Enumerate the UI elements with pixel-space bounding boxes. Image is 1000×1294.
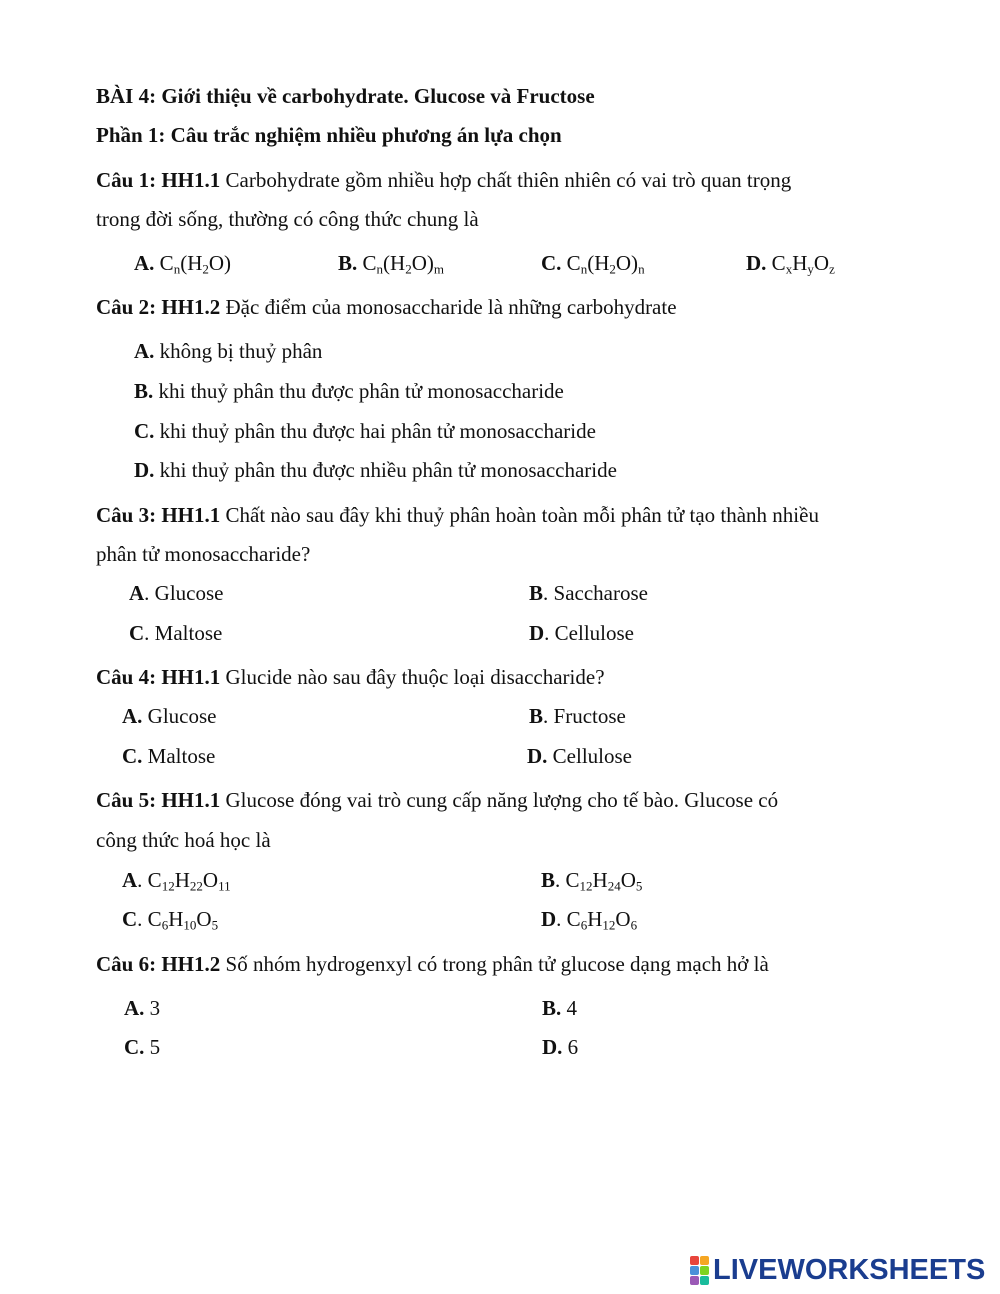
q4-option-d[interactable] <box>527 744 632 768</box>
option-text: khi thuỷ phân thu được hai phân tử monosaccharide <box>159 419 596 443</box>
option-label: A. <box>124 996 145 1020</box>
question-label: Câu 4: HH1.1 <box>96 665 221 689</box>
question-label: Câu 1: HH1.1 <box>96 168 221 192</box>
q1-option-b[interactable]: B. $C_n(H_2O)_m$ <box>338 251 445 277</box>
q6-option-c[interactable] <box>124 1035 160 1059</box>
option-label: C. <box>122 744 143 768</box>
option-label: D. <box>527 744 548 768</box>
q2-option-b[interactable] <box>134 379 564 403</box>
option-label: C. <box>541 251 562 275</box>
liveworksheets-logo[interactable] <box>690 1253 985 1287</box>
question-6 <box>96 952 769 976</box>
option-text: . Maltose <box>144 621 223 645</box>
q5-option-b[interactable]: B. $C_{12}H_{24}O_5$ <box>541 868 643 894</box>
option-label: C <box>129 621 145 645</box>
q4-option-a[interactable] <box>122 704 217 728</box>
q5-option-c[interactable]: C. $C_6H_{10}O_5$ <box>122 907 219 933</box>
option-label: D. <box>542 1035 563 1059</box>
q4-option-c[interactable] <box>122 744 215 768</box>
option-label: D <box>541 907 557 931</box>
option-label: B. <box>338 251 358 275</box>
q4-option-b[interactable] <box>529 704 626 728</box>
q3-option-a[interactable] <box>129 581 224 605</box>
q2-option-a[interactable] <box>134 339 322 363</box>
option-text: . Glucose <box>144 581 224 605</box>
option-text: không bị thuỷ phân <box>159 339 323 363</box>
section-title: Phần 1: Câu trắc nghiệm nhiều phương án lựa chọn <box>96 123 562 147</box>
question-text: Carbohydrate gồm nhiều hợp chất thiên nhiên có vai trò quan trọng <box>225 168 792 192</box>
option-label: A. <box>122 704 143 728</box>
q1-option-c[interactable]: C. $C_n(H_2O)_n$ <box>541 251 645 277</box>
question-2 <box>96 295 677 319</box>
option-label: B <box>529 581 544 605</box>
option-label: C. <box>134 419 155 443</box>
q6-option-a[interactable] <box>124 996 160 1020</box>
q6-option-b[interactable] <box>542 996 577 1020</box>
q3-option-c[interactable] <box>129 621 222 645</box>
option-text: . Saccharose <box>543 581 648 605</box>
question-3-cont: phân tử monosaccharide? <box>96 542 311 566</box>
option-label: A <box>129 581 145 605</box>
logo-mark-icon <box>690 1256 709 1285</box>
question-text: Glucose đóng vai trò cung cấp năng lượng cho tế bào. Glucose có <box>225 788 779 812</box>
q2-option-d[interactable] <box>134 458 617 482</box>
option-text: Cellulose <box>552 744 632 768</box>
option-text: 3 <box>149 996 161 1020</box>
q6-option-d[interactable] <box>542 1035 578 1059</box>
q3-option-d[interactable] <box>529 621 634 645</box>
question-4 <box>96 665 605 689</box>
question-text: Chất nào sau đây khi thuỷ phân hoàn toàn mỗi phân tử tạo thành nhiều <box>225 503 819 527</box>
option-text: Maltose <box>147 744 216 768</box>
option-text: khi thuỷ phân thu được nhiều phân tử monosaccharide <box>159 458 617 482</box>
option-text: khi thuỷ phân thu được phân tử monosaccharide <box>158 379 564 403</box>
question-label: Câu 6: HH1.2 <box>96 952 221 976</box>
question-label: Câu 2: HH1.2 <box>96 295 221 319</box>
q5-option-d[interactable]: D. $C_6H_{12}O_6$ <box>541 907 638 933</box>
option-label: A. <box>134 339 155 363</box>
option-label: D <box>529 621 545 645</box>
question-text: Đặc điểm của monosaccharide là những carbohydrate <box>225 295 677 319</box>
logo-text: LIVEWORKSHEETS <box>713 1253 986 1286</box>
option-label: A <box>122 868 138 892</box>
option-text: 4 <box>566 996 578 1020</box>
question-5 <box>96 788 778 812</box>
option-label: B. <box>542 996 562 1020</box>
option-label: C. <box>124 1035 145 1059</box>
option-label: A. <box>134 251 155 275</box>
question-label: Câu 3: HH1.1 <box>96 503 221 527</box>
lesson-title: BÀI 4: Giới thiệu về carbohydrate. Glucose và Fructose <box>96 84 595 108</box>
option-text: 6 <box>567 1035 579 1059</box>
option-text: Glucose <box>147 704 217 728</box>
q5-option-a[interactable]: A. $C_{12}H_{22}O_{11}$ <box>122 868 231 894</box>
option-label: B <box>541 868 556 892</box>
question-label: Câu 5: HH1.1 <box>96 788 221 812</box>
option-text: . Cellulose <box>544 621 634 645</box>
q1-option-d[interactable]: D. $C_xH_yO_z$ <box>746 251 835 277</box>
question-5-cont: công thức hoá học là <box>96 828 271 852</box>
q3-option-b[interactable] <box>529 581 648 605</box>
question-1-cont: trong đời sống, thường có công thức chung là <box>96 207 479 231</box>
option-label: B. <box>134 379 154 403</box>
q1-option-a[interactable]: A. $C_n(H_2O)$ <box>134 251 232 277</box>
question-text: Số nhóm hydrogenxyl có trong phân tử glucose dạng mạch hở là <box>225 952 769 976</box>
option-label: D. <box>746 251 767 275</box>
option-label: C <box>122 907 138 931</box>
question-3 <box>96 503 819 527</box>
option-text: . Fructose <box>543 704 626 728</box>
option-label: D. <box>134 458 155 482</box>
question-1 <box>96 168 791 192</box>
option-text: 5 <box>149 1035 161 1059</box>
question-text: Glucide nào sau đây thuộc loại disaccharide? <box>225 665 605 689</box>
option-label: B <box>529 704 544 728</box>
q2-option-c[interactable] <box>134 419 596 443</box>
